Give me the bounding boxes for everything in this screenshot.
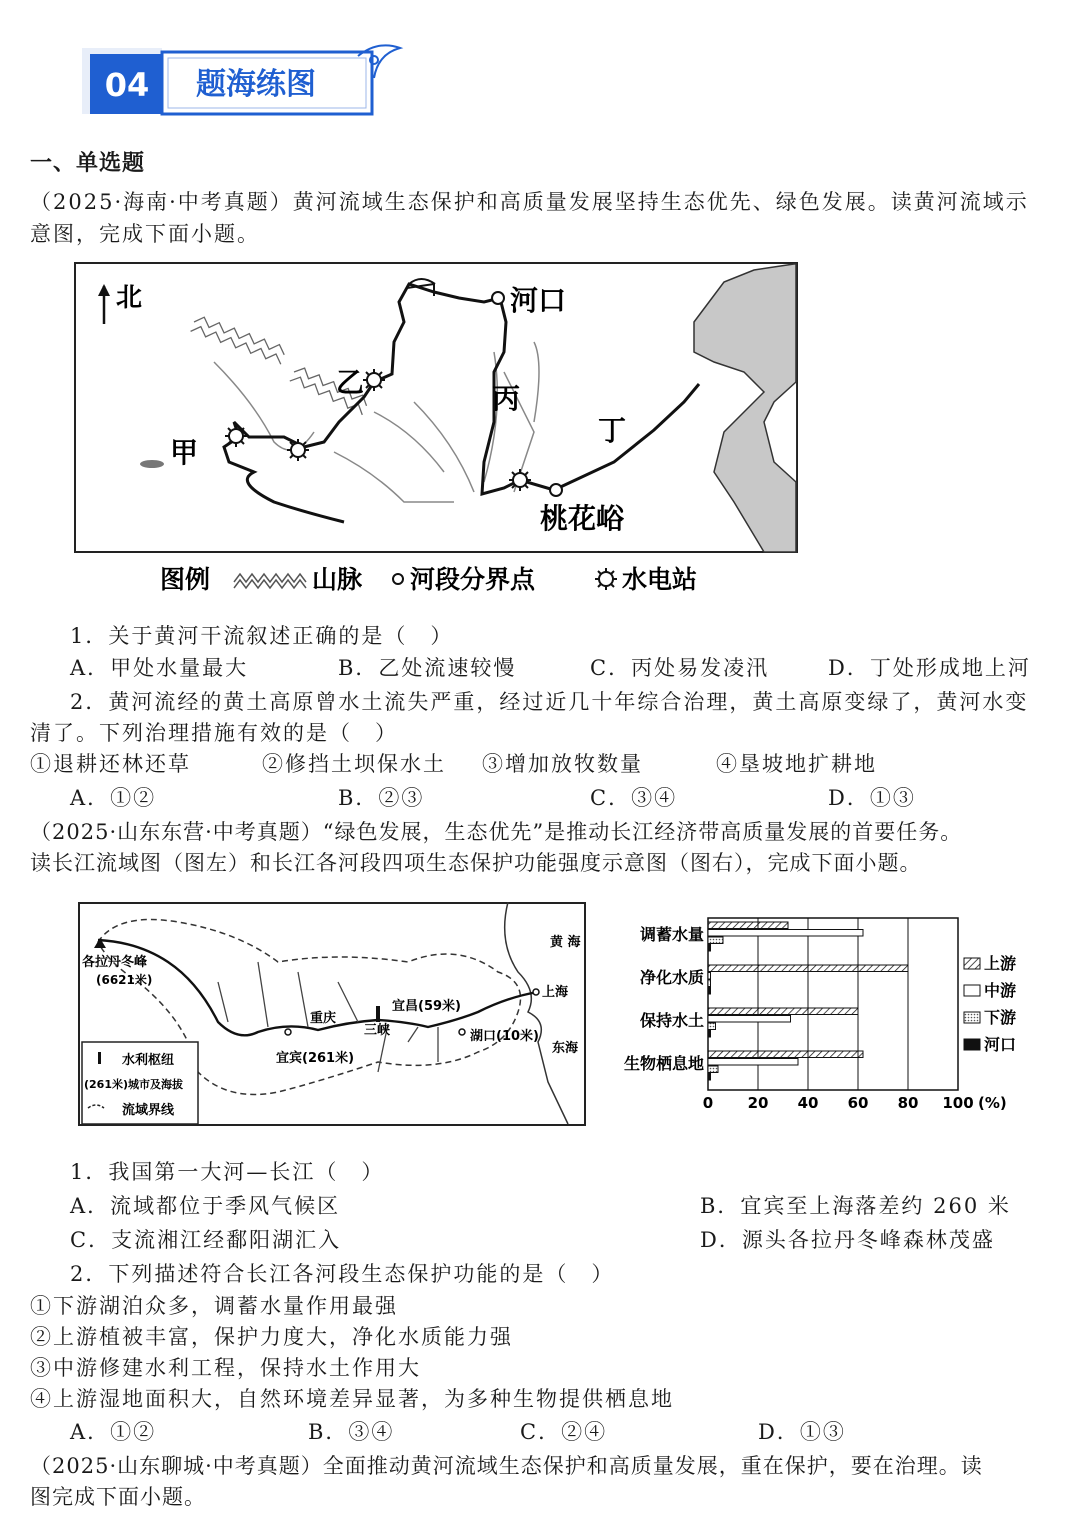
chart-category-label: 生物栖息地 — [623, 1054, 704, 1073]
boundary-point-taohuayu — [550, 484, 562, 496]
chart-tick-label: 0 — [702, 1094, 714, 1112]
yz-legend-city: (261米)城市及海拔 — [84, 1078, 184, 1091]
legend-mountain: 山脉 — [312, 565, 363, 594]
chart-unit-label: (%) — [978, 1094, 1007, 1112]
yz-legend-dam: 水利枢纽 — [122, 1053, 175, 1068]
chart-tick-label: 40 — [797, 1094, 819, 1112]
g2-q2-choice-1: ①下游湖泊众多，调蓄水量作用最强 — [30, 1294, 398, 1318]
chart-tick-label: 100 — [942, 1094, 974, 1112]
chart-bar — [708, 922, 788, 929]
chart-bar — [708, 1031, 711, 1038]
legend-station: 水电站 — [622, 565, 698, 594]
g2-q2-option-b[interactable]: B．③④ — [308, 1420, 395, 1444]
g1-q1-option-b[interactable]: B．乙处流速较慢 — [338, 656, 517, 680]
map-label-ding: 丁 — [598, 414, 627, 447]
g2-q1-option-b[interactable]: B．宜宾至上海落差约 260 米 — [700, 1194, 1011, 1218]
g2-q1-option-a[interactable]: A．流域都位于季风气候区 — [70, 1194, 341, 1218]
g1-q2-option-c[interactable]: C．③④ — [590, 786, 678, 810]
chart-bar — [708, 973, 711, 980]
legend-boundary: 河段分界点 — [410, 565, 536, 594]
legend-title: 图例 — [160, 565, 211, 594]
badge-graphic — [78, 38, 418, 120]
station-legend-icon — [595, 568, 617, 590]
chart-bar — [708, 930, 863, 937]
yz-yibin: 宜宾(261米) — [276, 1051, 355, 1066]
yangtze-map — [78, 902, 588, 1132]
section-badge — [78, 38, 418, 120]
map-label-hekou: 河口 — [510, 284, 567, 317]
hydro-station-icon — [509, 469, 531, 491]
chart-bar — [708, 1059, 798, 1066]
chart-legend-swatch — [964, 985, 980, 996]
group2-intro-line2: 读长江流域图（图左）和长江各河段四项生态保护功能强度示意图（图右），完成下面小题。 — [30, 851, 922, 875]
g2-q2-option-c[interactable]: C．②④ — [520, 1420, 608, 1444]
g1-q1-option-a[interactable]: A．甲处水量最大 — [70, 656, 249, 680]
yellow-river-map-graphic — [74, 262, 800, 554]
g1-q2-stem-line2: 清了。下列治理措施有效的是（ ） — [30, 721, 398, 745]
g1-q2-choice-3: ③增加放牧数量 — [482, 752, 643, 776]
g1-q1-stem: 1．关于黄河干流叙述正确的是（ ） — [70, 624, 454, 648]
yz-yichang: 宜昌(59米) — [392, 999, 461, 1014]
yz-chongqing: 重庆 — [310, 1011, 337, 1026]
hydro-station-icon — [225, 425, 247, 447]
g1-q2-option-a[interactable]: A．①② — [70, 786, 157, 810]
chart-bar — [708, 1023, 716, 1030]
map-legend — [160, 560, 720, 600]
hydro-station-icon — [363, 369, 385, 391]
chart-legend-swatch — [964, 1039, 980, 1050]
boundary-point-hekou — [492, 292, 504, 304]
chart-legend-label: 中游 — [984, 981, 1017, 1000]
boundary-legend-icon — [393, 574, 403, 584]
map-label-yi: 乙 — [336, 366, 365, 399]
map-label-bing: 丙 — [492, 382, 521, 415]
chart-bar — [708, 1008, 858, 1015]
chart-tick-label: 80 — [897, 1094, 919, 1112]
yz-huanghai: 黄 海 — [550, 935, 581, 950]
chart-bar — [708, 1016, 791, 1023]
yangtze-map-graphic — [78, 902, 588, 1128]
g2-q2-choice-4: ④上游湿地面积大，自然环境差异显著，为多种生物提供栖息地 — [30, 1387, 674, 1411]
map-north-label: 北 — [116, 283, 143, 313]
group1-intro-line2: 意图，完成下面小题。 — [30, 222, 260, 246]
g2-q2-choice-3: ③中游修建水利工程，保持水土作用大 — [30, 1356, 421, 1380]
chart-legend-label: 上游 — [984, 954, 1017, 973]
g2-q2-option-d[interactable]: D．①③ — [758, 1420, 846, 1444]
yz-sanxia: 三峡 — [364, 1023, 391, 1038]
chart-bar — [708, 937, 723, 944]
g1-q1-option-c[interactable]: C．丙处易发凌汛 — [590, 656, 770, 680]
g1-q1-option-d[interactable]: D．丁处形成地上河 — [828, 656, 1031, 680]
mountain-legend-icon — [234, 574, 306, 582]
chart-bar — [708, 980, 711, 987]
g2-q2-stem: 2．下列描述符合长江各河段生态保护功能的是（ ） — [70, 1262, 615, 1286]
g1-q2-choice-4: ④垦坡地扩耕地 — [716, 752, 877, 776]
g1-q2-choice-1: ①退耕还林还草 — [30, 752, 191, 776]
chart-category-label: 调蓄水量 — [639, 925, 704, 944]
dam-icon — [376, 1006, 380, 1022]
yz-shanghai: 上海 — [542, 985, 569, 1000]
g1-q2-option-d[interactable]: D．①③ — [828, 786, 916, 810]
yz-peak-alt: (6621米) — [96, 973, 153, 987]
ecology-function-chart-svg — [604, 908, 1034, 1120]
chart-category-label: 保持水土 — [639, 1011, 704, 1030]
g2-q1-option-d[interactable]: D．源头各拉丹冬峰森林茂盛 — [700, 1228, 995, 1252]
yz-hukou: 湖口(10米) — [470, 1029, 539, 1044]
hydro-station-icon — [287, 439, 309, 461]
g2-q2-choice-2: ②上游植被丰富，保护力度大，净化水质能力强 — [30, 1325, 513, 1349]
yz-legend-boundary: 流域界线 — [122, 1103, 175, 1118]
chart-tick-label: 20 — [747, 1094, 769, 1112]
chart-tick-label: 60 — [847, 1094, 869, 1112]
chart-bar — [708, 1074, 711, 1081]
chart-legend-label: 下游 — [984, 1008, 1017, 1027]
chart-legend-swatch — [964, 1012, 980, 1023]
chart-legend-label: 河口 — [984, 1035, 1017, 1054]
group2-intro-line1: （2025·山东东营·中考真题）“绿色发展，生态优先”是推动长江经济带高质量发展的首要任务。 — [30, 820, 963, 844]
map-label-jia: 甲 — [170, 436, 199, 469]
map-label-taohuayu: 桃花峪 — [540, 502, 625, 535]
g1-q2-choice-2: ②修挡土坝保水土 — [262, 752, 446, 776]
yz-donghai: 东海 — [552, 1041, 579, 1056]
yz-peak-label: 各拉丹冬峰 — [82, 955, 148, 970]
chart-legend-swatch — [964, 958, 980, 969]
g1-q2-option-b[interactable]: B．②③ — [338, 786, 425, 810]
group3-intro-line2: 图完成下面小题。 — [30, 1485, 206, 1509]
ecology-function-chart — [604, 908, 1034, 1124]
chart-bar — [708, 1066, 718, 1073]
g1-q2-stem-line1: 2．黄河流经的黄土高原曾水土流失严重，经过近几十年综合治理，黄土高原变绿了，黄河水变 — [70, 690, 1029, 714]
g2-q1-stem: 1．我国第一大河—长江（ ） — [70, 1160, 385, 1184]
chart-bar — [708, 965, 908, 972]
group1-intro-line1: （2025·海南·中考真题）黄河流域生态保护和高质量发展坚持生态优先、绿色发展。读黄河流域示 — [30, 190, 1029, 214]
map-legend-graphic — [160, 560, 720, 596]
g2-q2-option-a[interactable]: A．①② — [70, 1420, 157, 1444]
chart-bar — [708, 988, 711, 995]
badge-number: 04 — [104, 66, 150, 104]
badge-title: 题海练图 — [196, 67, 316, 102]
chart-bar — [708, 1051, 863, 1058]
yellow-river-map — [74, 262, 800, 558]
g2-q1-option-c[interactable]: C．支流湘江经鄱阳湖汇入 — [70, 1228, 342, 1252]
chart-bar — [708, 945, 711, 952]
section-heading: 一、单选题 — [30, 151, 146, 176]
group3-intro-line1: （2025·山东聊城·中考真题）全面推动黄河流域生态保护和高质量发展，重在保护，要在治理。读 — [30, 1454, 983, 1478]
chart-category-label: 净化水质 — [639, 968, 704, 987]
